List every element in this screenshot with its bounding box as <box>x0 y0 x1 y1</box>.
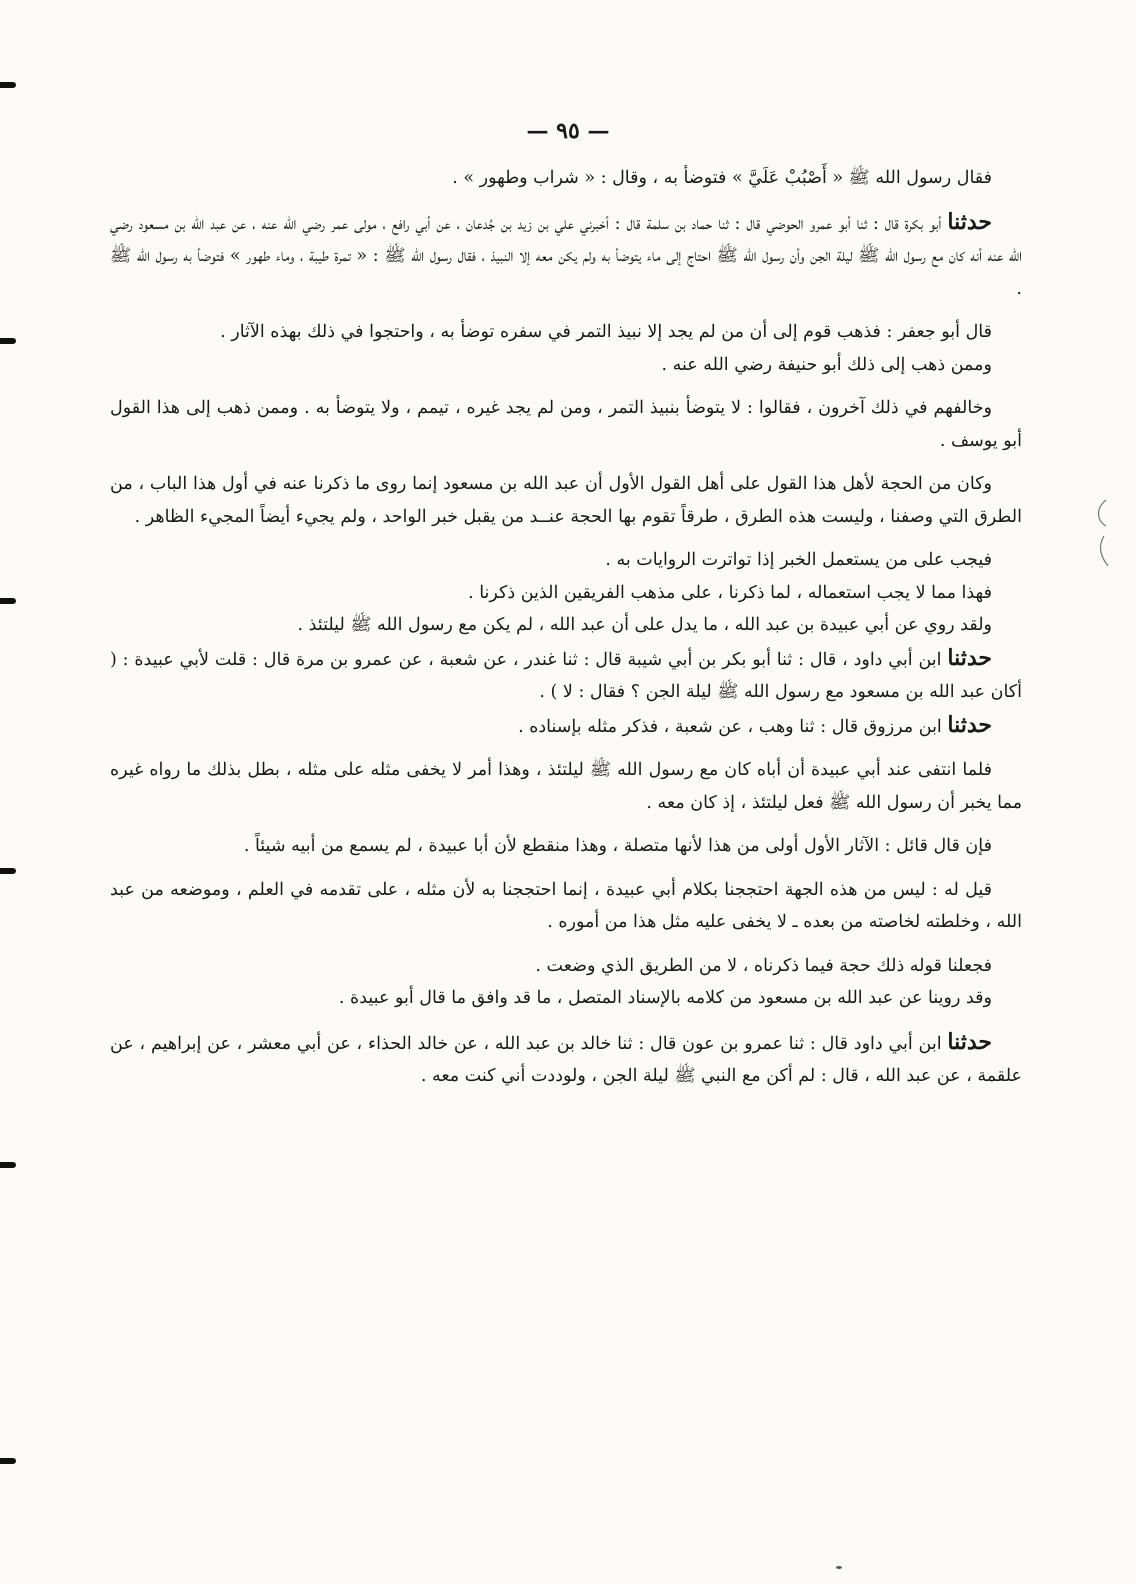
paragraph: وكان من الحجة لأهل هذا القول على أهل القول الأول أن عبد الله بن مسعود إنما روى ما ذكرنا عنه في أول هذا الباب ، من الطرق التي وصفنا ، وليست هذه الطرق ، طرقاً تقوم بها الحجة عنــد من يقبل خبر الواحد ، ولم يجيء أيضاً المجيء الظاهر . <box>110 474 1022 527</box>
page-number: — ٩٥ — <box>526 118 610 144</box>
paragraph: وقد روينا عن عبد الله بن مسعود من كلامه بالإسناد المتصل ، ما قد وافق ما قال أبو عبيدة . <box>338 988 992 1008</box>
hadith-paragraph: حدثنا أبو بكرة قال : ثنا أبو عمرو الحوضي قال : ثنا حماد بن سلمة قال : أخبرني علي بن زيد بن جُدعان ، عن أبي رافع ، مولى عمر رضي الله عنه ، عن عبد الله بن مسعود رضي الله عنه أنه كان مع رسول الله ﷺ ليلة الجن وأن رسول الله ﷺ احتاج إلى ماء يتوضأ به ولم يكن معه إلا النبيذ ، فقال رسول الله ﷺ : « تمرة طيبة ، وماء طهور » فتوضأ به رسول الله ﷺ . <box>110 208 1022 299</box>
haddathana-lead: حدثنا <box>947 1028 992 1055</box>
scan-margin-mark <box>0 868 16 874</box>
paragraph: وخالفهم في ذلك آخرون ، فقالوا : لا يتوضأ بنبيذ التمر ، ومن لم يجد غيره ، تيمم ، ولا يتوضأ به . وممن ذهب إلى هذا القول أبو يوسف . <box>110 398 1022 451</box>
paragraph: فلما انتفى عند أبي عبيدة أن أباه كان مع رسول الله ﷺ ليلتئذ ، وهذا أمر لا يخفى مثله على مثله ، بطل بذلك ما رواه غيره مما يخبر أن رسول الله ﷺ فعل ليلتئذ ، إذ كان معه . <box>110 760 1022 813</box>
paragraph: ولقد روي عن أبي عبيدة بن عبد الله ، ما يدل على أن عبد الله ، لم يكن مع رسول الله ﷺ ليلتئذ . <box>297 615 992 635</box>
paragraph: فجعلنا قوله ذلك حجة فيما ذكرناه ، لا من الطريق الذي وضعت . <box>535 955 992 976</box>
paragraph: فيجب على من يستعمل الخبر إذا تواترت الروايات به . <box>605 550 992 570</box>
scan-margin-mark <box>0 82 16 88</box>
body-text <box>110 162 1022 1093</box>
handwritten-margin-mark <box>1092 496 1112 570</box>
scan-margin-mark <box>0 1458 16 1464</box>
paragraph: فهذا مما لا يجب استعماله ، لما ذكرنا ، على مذهب الفريقين الذين ذكرنا . <box>468 582 992 603</box>
haddathana-lead: حدثنا <box>947 644 992 671</box>
paragraph: فقال رسول الله ﷺ « أَصْبُبْ عَلَيَّ » فتوضأ به ، وقال : « شراب وطهور » . <box>452 168 992 188</box>
scan-margin-mark <box>0 338 16 344</box>
paragraph: قيل له : ليس من هذه الجهة احتججنا بكلام أبي عبيدة ، إنما احتججنا به لأن مثله ، على تقدمه في العلم ، وموضعه من عبد الله ، وخلطته لخاصته من بعده ـ لا يخفى عليه مثل هذا من أموره . <box>110 879 1022 932</box>
haddathana-lead: حدثنا <box>947 711 992 738</box>
haddathana-lead: حدثنا <box>947 208 992 235</box>
hadith-paragraph: حدثنا ابن مرزوق قال : ثنا وهب ، عن شعبة ، فذكر مثله بإسناده . <box>518 711 992 738</box>
paragraph: فإن قال قائل : الآثار الأول أولى من هذا لأنها متصلة ، وهذا منقطع لأن أبا عبيدة ، لم يسمع من أبيه شيئاً . <box>243 836 992 856</box>
scan-margin-mark <box>0 1162 16 1168</box>
hadith-paragraph: حدثنا ابن أبي داود قال : ثنا عمرو بن عون قال : ثنا خالد بن عبد الله ، عن خالد الحذاء ، عن أبي معشر ، عن إبراهيم ، عن علقمة ، عن عبد الله ، قال : لم أكن مع النبي ﷺ ليلة الجن ، ولوددت أني كنت معه . <box>110 1028 1022 1086</box>
scan-speck <box>836 1566 842 1569</box>
paragraph: وممن ذهب إلى ذلك أبو حنيفة رضي الله عنه . <box>661 354 992 375</box>
scan-margin-mark <box>0 598 16 604</box>
hadith-paragraph: حدثنا ابن أبي داود ، قال : ثنا أبو بكر بن أبي شيبة قال : ثنا غندر ، عن شعبة ، عن عمرو بن مرة قال : قلت لأبي عبيدة : ( أكان عبد الله بن مسعود مع رسول الله ﷺ ليلة الجن ؟ فقال : لا ) . <box>110 644 1022 702</box>
paragraph: قال أبو جعفر : فذهب قوم إلى أن من لم يجد إلا نبيذ التمر في سفره توضأ به ، واحتجوا في ذلك بهذه الآثار . <box>220 322 992 342</box>
